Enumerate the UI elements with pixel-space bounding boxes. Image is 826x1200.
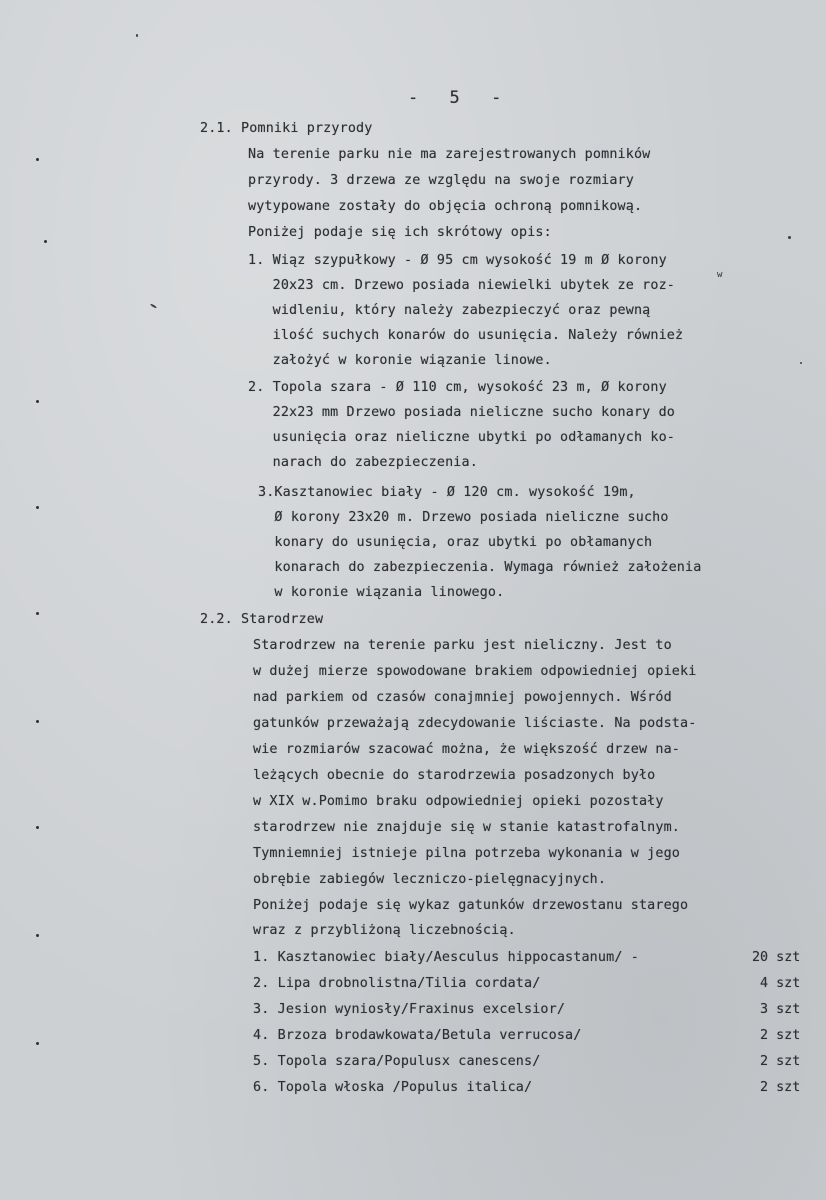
paragraph-line: wraz z przybliżoną liczebnością. <box>253 923 516 938</box>
margin-dot <box>36 934 39 937</box>
paper-speck <box>788 236 791 239</box>
monument-item-line: 22x23 mm Drzewo posiada nieliczne sucho konary do <box>248 405 676 420</box>
paragraph-line: w dużej mierze spowodowane brakiem odpowiedniej opieki <box>253 664 697 679</box>
margin-dot <box>36 612 39 615</box>
section-heading-2-2: 2.2. Starodrzew <box>200 612 324 627</box>
monument-item-line: konary do usunięcia, oraz ubytki po obłamanych <box>258 535 653 550</box>
handwritten-correction: w <box>717 270 723 280</box>
monument-item-line: 20x23 cm. Drzewo posiada niewielki ubytek ze roz- <box>248 278 676 293</box>
paper-speck <box>800 362 802 364</box>
monument-item-line: widleniu, który należy zabezpieczyć oraz pewną <box>248 303 651 318</box>
monument-item-line: ilość suchych konarów do usunięcia. Należy również <box>248 328 684 343</box>
monument-item-line: 3.Kasztanowiec biały - Ø 120 cm. wysokość 19m, <box>258 485 636 500</box>
monument-item-line: usunięcia oraz nieliczne ubytki po odłamanych ko- <box>248 430 676 445</box>
species-count: 2 szt <box>760 1080 801 1095</box>
species-name: 3. Jesion wyniosły/Fraxinus excelsior/ <box>253 1002 566 1017</box>
species-name: 5. Topola szara/Populusx canescens/ <box>253 1054 541 1069</box>
species-count: 3 szt <box>760 1002 801 1017</box>
species-count: 2 szt <box>760 1028 801 1043</box>
monument-item-line: konarach do zabezpieczenia. Wymaga również założenia <box>258 560 702 575</box>
paragraph-line: Starodrzew na terenie parku jest nieliczny. Jest to <box>253 638 672 653</box>
paragraph-line: w XIX w.Pomimo braku odpowiedniej opieki pozostały <box>253 794 664 809</box>
species-count: 2 szt <box>760 1054 801 1069</box>
margin-dot <box>44 240 47 243</box>
species-name: 6. Topola włoska /Populus italica/ <box>253 1080 533 1095</box>
monument-item-line: założyć w koronie wiązanie linowe. <box>248 353 552 368</box>
paragraph-line: Poniżej podaje się ich skrótowy opis: <box>248 225 552 240</box>
paragraph-line: Na terenie parku nie ma zarejestrowanych pomników <box>248 147 651 162</box>
margin-dot <box>36 1042 39 1045</box>
monument-item-line: 2. Topola szara - Ø 110 cm, wysokość 23 m, Ø korony <box>248 380 667 395</box>
species-count: 20 szt <box>752 950 801 965</box>
paragraph-line: leżących obecnie do starodrzewia posadzonych było <box>253 768 656 783</box>
margin-dot <box>36 400 39 403</box>
species-name: 4. Brzoza brodawkowata/Betula verrucosa/ <box>253 1028 582 1043</box>
monument-item-line: 1. Wiąz szypułkowy - Ø 95 cm wysokość 19 m Ø korony <box>248 253 667 268</box>
paragraph-line: wie rozmiarów szacować można, że większość drzew na- <box>253 742 681 757</box>
monument-item-line: Ø korony 23x20 m. Drzewo posiada nieliczne sucho <box>258 510 669 525</box>
margin-dot <box>36 506 39 509</box>
paragraph-line: obrębie zabiegów leczniczo-pielęgnacyjnych. <box>253 872 607 887</box>
paragraph-line: nad parkiem od czasów conajmniej powojennych. Wśród <box>253 690 672 705</box>
paper-speck <box>136 34 138 37</box>
section-heading-2-1: 2.1. Pomniki przyrody <box>200 121 373 136</box>
species-name: 1. Kasztanowiec biały/Aesculus hippocastanum/ - <box>253 950 639 965</box>
page-number: - 5 - <box>408 88 502 108</box>
margin-dot <box>36 826 39 829</box>
paragraph-line: Poniżej podaje się wykaz gatunków drzewostanu starego <box>253 898 689 913</box>
margin-dot <box>36 720 39 723</box>
species-count: 4 szt <box>760 976 801 991</box>
paragraph-line: przyrody. 3 drzewa ze względu na swoje rozmiary <box>248 173 634 188</box>
paragraph-line: gatunków przeważają zdecydowanie liściaste. Na podsta- <box>253 716 697 731</box>
paper-speck <box>150 303 157 308</box>
species-name: 2. Lipa drobnolistna/Tilia cordata/ <box>253 976 541 991</box>
paragraph-line: wytypowane zostały do objęcia ochroną pomnikową. <box>248 199 643 214</box>
paragraph-line: starodrzew nie znajduje się w stanie katastrofalnym. <box>253 820 681 835</box>
monument-item-line: w koronie wiązania linowego. <box>258 585 505 600</box>
monument-item-line: narach do zabezpieczenia. <box>248 455 478 470</box>
paragraph-line: Tymniemniej istnieje pilna potrzeba wykonania w jego <box>253 846 681 861</box>
margin-dot <box>36 158 39 161</box>
